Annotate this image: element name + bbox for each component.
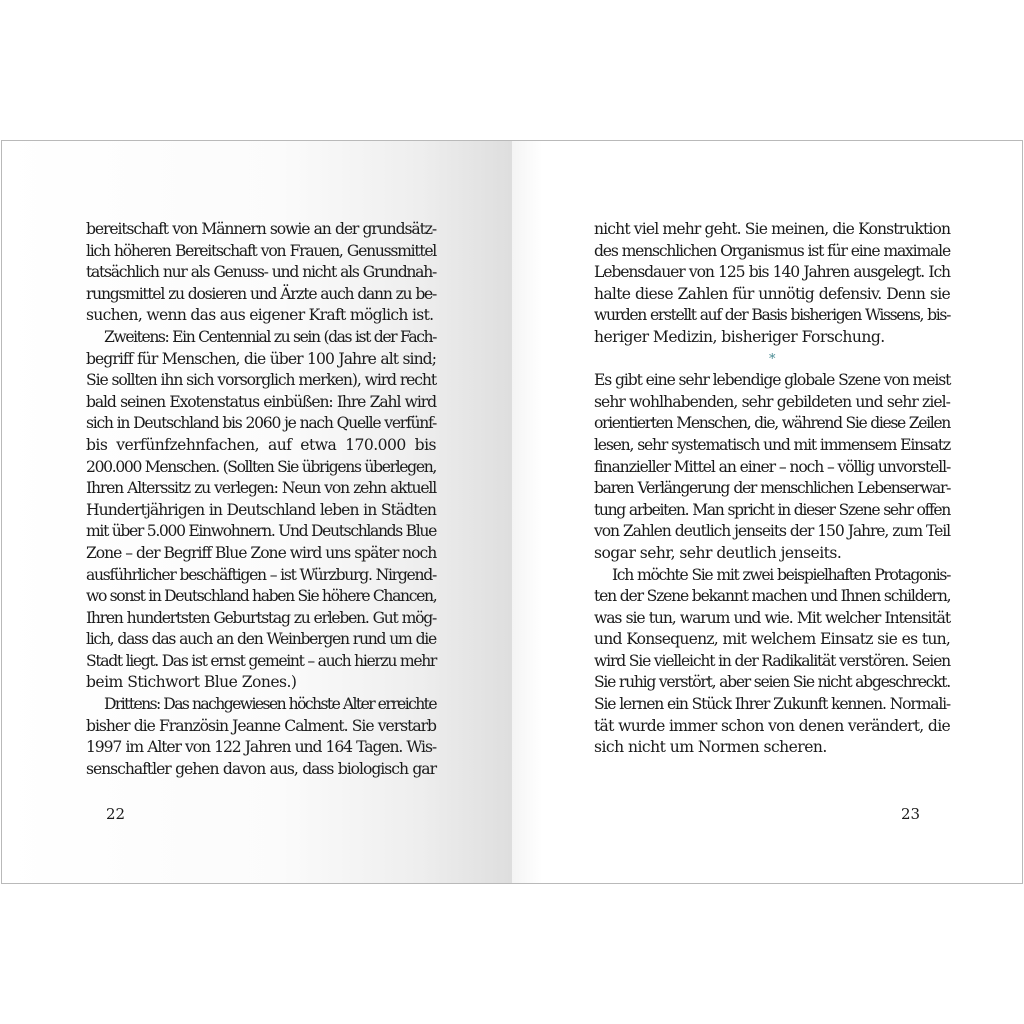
text-line: Stadt liegt. Das ist ernst gemeint – auch hierzu mehr bbox=[86, 651, 436, 670]
text-line: Hundertjährigen in Deutschland leben in Städten bbox=[86, 500, 436, 519]
text-line: wurden erstellt auf der Basis bisherigen Wissens, bis- bbox=[594, 306, 950, 325]
text-line: wo sonst in Deutschland haben Sie höhere Chancen, bbox=[86, 587, 437, 606]
text-line: 1997 im Alter von 122 Jahren und 164 Tagen. Wis- bbox=[86, 738, 436, 757]
text-line: heriger Medizin, bisheriger Forschung. bbox=[594, 327, 885, 346]
right-page-text bbox=[594, 219, 950, 759]
text-line: orientierten Menschen, die, während Sie diese Zeilen bbox=[594, 414, 950, 433]
page-number: 22 bbox=[106, 805, 126, 823]
text-line: Sie sollten ihn sich vorsorglich merken), wird recht bbox=[86, 371, 436, 390]
text-line: tatsächlich nur als Genuss- und nicht als Grundnah- bbox=[86, 263, 436, 282]
book-spread bbox=[1, 140, 1023, 884]
text-line: beim Stichwort Blue Zones.) bbox=[86, 673, 297, 692]
text-line: wird Sie vielleicht in der Radikalität verstören. Seien bbox=[594, 651, 950, 670]
text-line: Ihren Alterssitz zu verlegen: Neun von zehn aktuell bbox=[86, 479, 436, 498]
text-line: finanzieller Mittel an einer – noch – völlig unvorstell- bbox=[594, 457, 951, 476]
text-line: Ihren hundertsten Geburtstag zu erleben. Gut mög- bbox=[86, 608, 436, 627]
text-line: lich höheren Bereitschaft von Frauen, Genussmittel bbox=[86, 241, 436, 260]
text-line: sogar sehr, sehr deutlich jenseits. bbox=[594, 543, 842, 562]
text-line: 200.000 Menschen. (Sollten Sie übrigens überlegen, bbox=[86, 457, 436, 476]
text-line: lich, dass das auch an den Weinbergen rund um die bbox=[86, 630, 436, 649]
text-line: was sie tun, warum und wie. Mit welcher Intensität bbox=[594, 608, 950, 627]
right-page bbox=[512, 141, 1022, 883]
text-line: rungsmittel zu dosieren und Ärzte auch dann zu be- bbox=[86, 284, 436, 303]
text-line: sich nicht um Normen scheren. bbox=[594, 738, 827, 757]
text-line: suchen, wenn das aus eigener Kraft möglich ist. bbox=[86, 306, 434, 325]
text-line: Sie lernen ein Stück Ihrer Zukunft kennen. Normali- bbox=[594, 695, 950, 714]
text-line: sehr wohlhabenden, sehr gebildeten und sehr ziel- bbox=[594, 392, 950, 411]
left-page-text bbox=[86, 219, 436, 780]
text-line: Es gibt eine sehr lebendige globale Szene von meist bbox=[594, 371, 951, 390]
text-line: Drittens: Das nachgewiesen höchste Alter erreichte bbox=[104, 695, 436, 714]
text-line: ausführlicher beschäftigen – ist Würzburg. Nirgend- bbox=[86, 565, 436, 584]
text-line: Sie ruhig verstört, aber seien Sie nicht abgeschreckt. bbox=[594, 673, 950, 692]
text-line: Ich möchte Sie mit zwei beispielhaften Protagonis- bbox=[612, 565, 950, 584]
text-line: halte diese Zahlen für unnötig defensiv. Denn sie bbox=[594, 284, 950, 303]
text-line: ten der Szene bekannt machen und Ihnen schildern, bbox=[594, 587, 951, 606]
text-line: bis verfünfzehnfachen, auf etwa 170.000 bis bbox=[86, 435, 436, 454]
text-line: lesen, sehr systematisch und mit immensem Einsatz bbox=[594, 435, 950, 454]
text-line: von Zahlen deutlich jenseits der 150 Jahre, zum Teil bbox=[594, 522, 950, 541]
text-line: begriff für Menschen, die über 100 Jahre alt sind; bbox=[86, 349, 436, 368]
text-line: des menschlichen Organismus ist für eine maximale bbox=[594, 241, 950, 260]
text-line: mit über 5.000 Einwohnern. Und Deutschlands Blue bbox=[86, 522, 436, 541]
text-line: senschaftler gehen davon aus, dass biologisch gar bbox=[86, 759, 436, 778]
text-line: bereitschaft von Männern sowie an der grundsätz- bbox=[86, 220, 436, 238]
text-line: nicht viel mehr geht. Sie meinen, die Konstruktion bbox=[594, 220, 951, 238]
page-number: 23 bbox=[901, 805, 921, 823]
text-line: tät wurde immer schon von denen verändert, die bbox=[594, 716, 950, 735]
text-line: bisher die Französin Jeanne Calment. Sie verstarb bbox=[86, 716, 436, 735]
left-page bbox=[2, 141, 512, 883]
text-line: sich in Deutschland bis 2060 je nach Quelle verfünf- bbox=[86, 414, 436, 433]
text-line: Zone – der Begriff Blue Zone wird uns später noch bbox=[86, 543, 437, 562]
text-line: und Konsequenz, mit welchem Einsatz sie es tun, bbox=[594, 630, 950, 649]
text-line: Zweitens: Ein Centennial zu sein (das ist der Fach- bbox=[104, 327, 436, 346]
text-line: Lebensdauer von 125 bis 140 Jahren ausgelegt. Ich bbox=[594, 263, 950, 282]
section-separator: * bbox=[769, 351, 775, 367]
text-line: tung arbeiten. Man spricht in dieser Szene sehr offen bbox=[594, 500, 950, 519]
text-line: bald seinen Exotenstatus einbüßen: Ihre Zahl wird bbox=[86, 392, 436, 411]
text-line: baren Verlängerung der menschlichen Lebenserwar- bbox=[594, 479, 950, 498]
